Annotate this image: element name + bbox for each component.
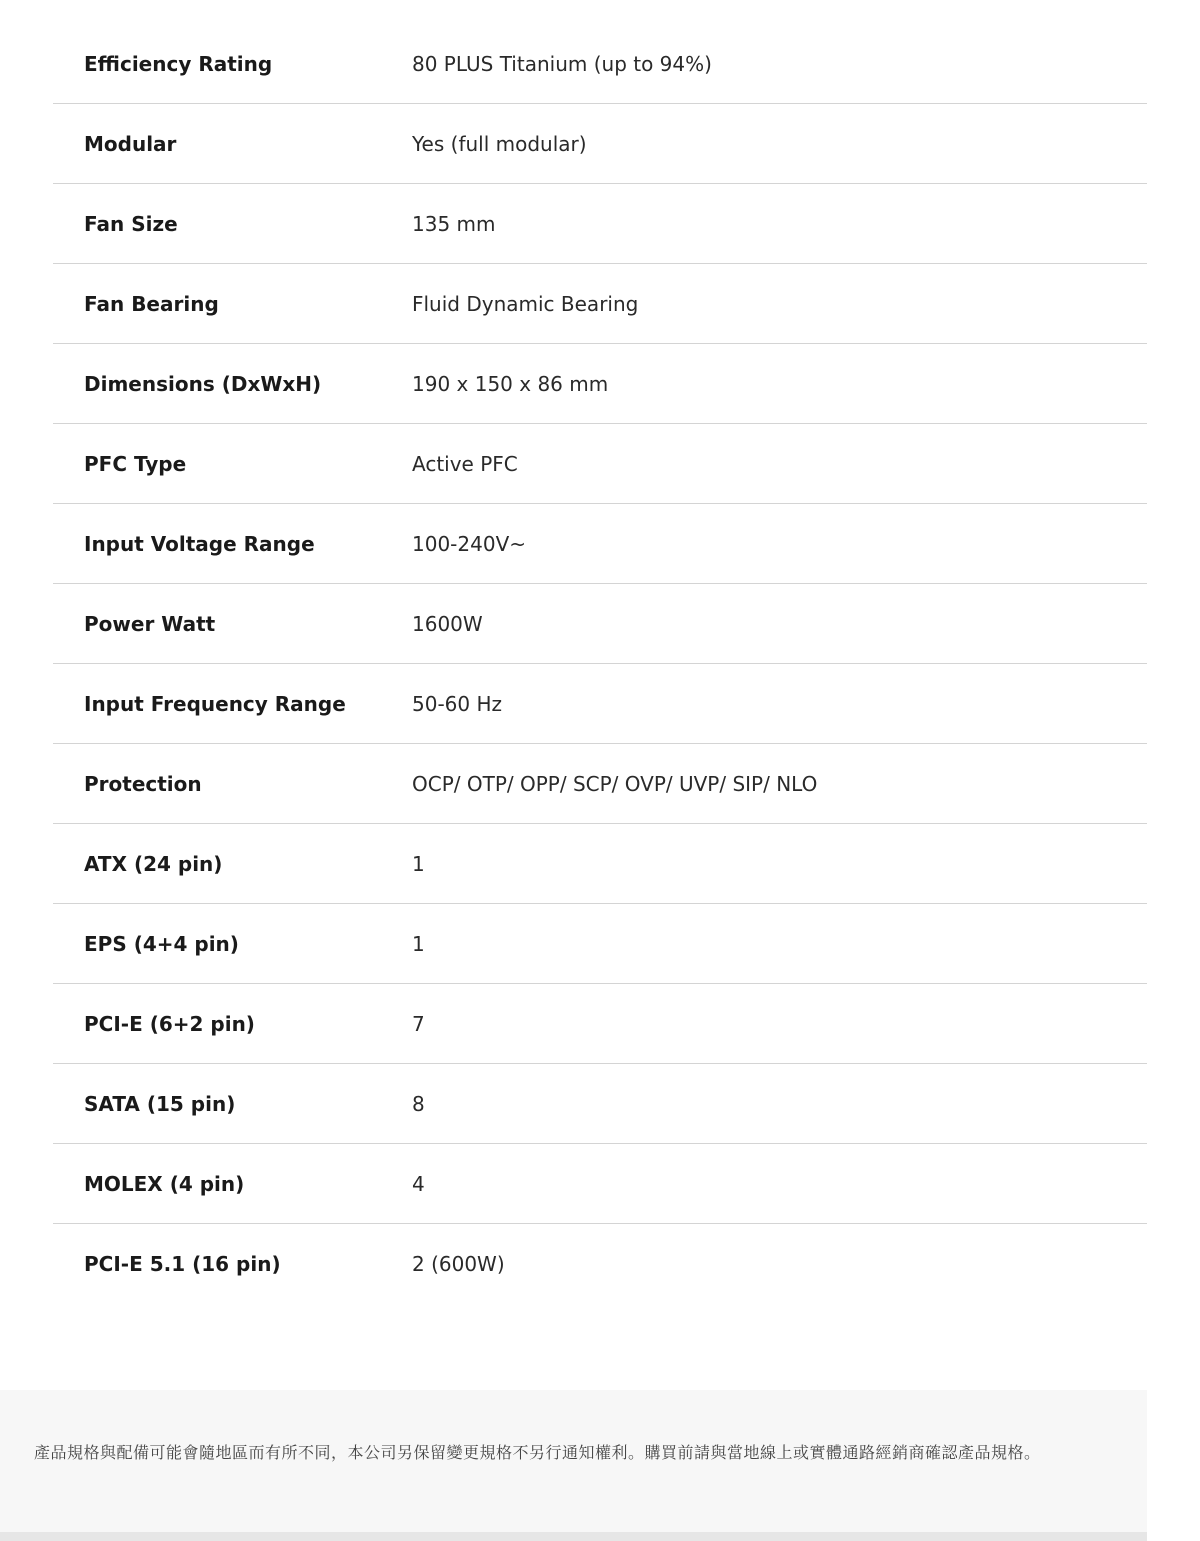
spec-row-molex-4-pin [53, 1144, 1147, 1224]
spec-label: Input Voltage Range [84, 532, 315, 556]
spec-row-power-watt [53, 584, 1147, 664]
spec-value: Yes (full modular) [412, 132, 587, 156]
spec-label: Input Frequency Range [84, 692, 346, 716]
spec-label: PCI-E (6+2 pin) [84, 1012, 255, 1036]
spec-value: 190 x 150 x 86 mm [412, 372, 609, 396]
spec-label: Efficiency Rating [84, 52, 273, 76]
spec-row-fan-size [53, 184, 1147, 264]
spec-table [53, 24, 1147, 1304]
spec-row-pcie-5-1-16-pin [53, 1224, 1147, 1304]
spec-value: 8 [412, 1092, 425, 1116]
spec-label: PFC Type [84, 452, 187, 476]
spec-value: 1 [412, 932, 425, 956]
spec-row-pcie-6-2-pin [53, 984, 1147, 1064]
spec-value: 1600W [412, 612, 483, 636]
spec-value: Fluid Dynamic Bearing [412, 292, 639, 316]
spec-label: Protection [84, 772, 202, 796]
spec-row-efficiency-rating [53, 24, 1147, 104]
spec-row-eps-4-4-pin [53, 904, 1147, 984]
spec-value: 2 (600W) [412, 1252, 505, 1276]
disclaimer-box [0, 1390, 1147, 1532]
spec-value: 80 PLUS Titanium (up to 94%) [412, 52, 712, 76]
spec-value: 4 [412, 1172, 425, 1196]
spec-row-modular [53, 104, 1147, 184]
spec-value: 50-60 Hz [412, 692, 503, 716]
spec-label: Power Watt [84, 612, 216, 636]
spec-row-fan-bearing [53, 264, 1147, 344]
spec-label: SATA (15 pin) [84, 1092, 236, 1116]
spec-label: Modular [84, 132, 177, 156]
spec-row-dimensions [53, 344, 1147, 424]
disclaimer-text: 產品規格與配備可能會隨地區而有所不同，本公司另保留變更規格不另行通知權利。購買前請與當地線上或實體通路經銷商確認產品規格。 [34, 1443, 1041, 1462]
spec-row-atx-24-pin [53, 824, 1147, 904]
spec-value: Active PFC [412, 452, 518, 476]
spec-row-protection [53, 744, 1147, 824]
spec-label: PCI-E 5.1 (16 pin) [84, 1252, 281, 1276]
spec-label: ATX (24 pin) [84, 852, 223, 876]
spec-row-sata-15-pin [53, 1064, 1147, 1144]
spec-label: EPS (4+4 pin) [84, 932, 239, 956]
spec-row-input-frequency-range [53, 664, 1147, 744]
spec-value: OCP/ OTP/ OPP/ SCP/ OVP/ UVP/ SIP/ NLO [412, 772, 818, 796]
spec-label: Fan Size [84, 212, 178, 236]
spec-row-pfc-type [53, 424, 1147, 504]
spec-value: 7 [412, 1012, 425, 1036]
spec-row-input-voltage-range [53, 504, 1147, 584]
bottom-divider [0, 1532, 1147, 1541]
spec-label: Fan Bearing [84, 292, 219, 316]
spec-value: 100-240V~ [412, 532, 527, 556]
spec-value: 1 [412, 852, 425, 876]
spec-label: Dimensions (DxWxH) [84, 372, 322, 396]
spec-value: 135 mm [412, 212, 496, 236]
spec-label: MOLEX (4 pin) [84, 1172, 245, 1196]
